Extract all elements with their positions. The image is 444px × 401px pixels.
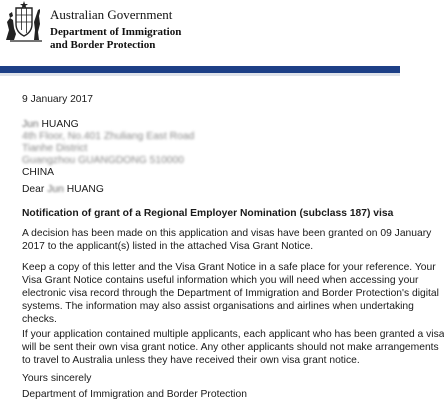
letter-subject: Notification of grant of a Regional Employer Nomination (subclass 187) visa [22,208,394,219]
salutation-family-name: HUANG [66,184,104,195]
paragraph-3-line-3: to travel to Australia unless they have received their own visa grant notice. [22,355,360,366]
department-name-line2: and Border Protection [50,39,156,51]
paragraph-2-line-1: Keep a copy of this letter and the Visa Grant Notice in a safe place for your reference. Your [22,262,436,273]
address-line-1: 4th Floor, No.401 Zhuliang East Road [22,131,195,142]
address-country: CHINA [22,167,55,178]
address-line-3: Guangzhou GUANGDONG 510000 [22,155,184,166]
salutation-prefix: Dear [22,184,45,195]
paragraph-2-line-4: systems. The information may also assist organisations and airlines when undertaking [22,301,414,312]
signatory: Department of Immigration and Border Protection [22,389,247,400]
header-divider [0,66,400,73]
paragraph-3-line-1: If your application contained multiple applicants, each applicant who has been granted a visa [22,329,444,340]
salutation-given-name: Jun [47,184,64,195]
government-title: Australian Government [50,7,173,22]
salutation [22,183,104,196]
paragraph-2-line-3: electronic visa record through the Department of Immigration and Border Protection's digital [22,288,439,299]
coat-of-arms-icon [2,0,46,44]
department-name-line1: Department of Immigration [50,26,182,38]
letterhead [0,0,400,64]
paragraph-2-line-5: checks. [22,314,57,325]
paragraph-2-line-2: Visa Grant Notice contains useful information which you will need when accessing your [22,275,419,286]
paragraph-1-line-2: 2017 to the applicant(s) listed in the attached Visa Grant Notice. [22,241,314,252]
address-given-name: Jun [22,119,39,130]
header-divider-shadow [0,73,400,76]
paragraph-1-line-1: A decision has been made on this application and visas have been granted on 09 January [22,228,432,239]
address-line-2: Tianhe District [22,143,88,154]
paragraph-3-line-2: will be sent their own visa grant notice. Any other applicants should not make arrangements [22,342,439,353]
address-family-name: HUANG [41,119,79,130]
letter-date: 9 January 2017 [22,94,93,105]
closing: Yours sincerely [22,373,92,384]
